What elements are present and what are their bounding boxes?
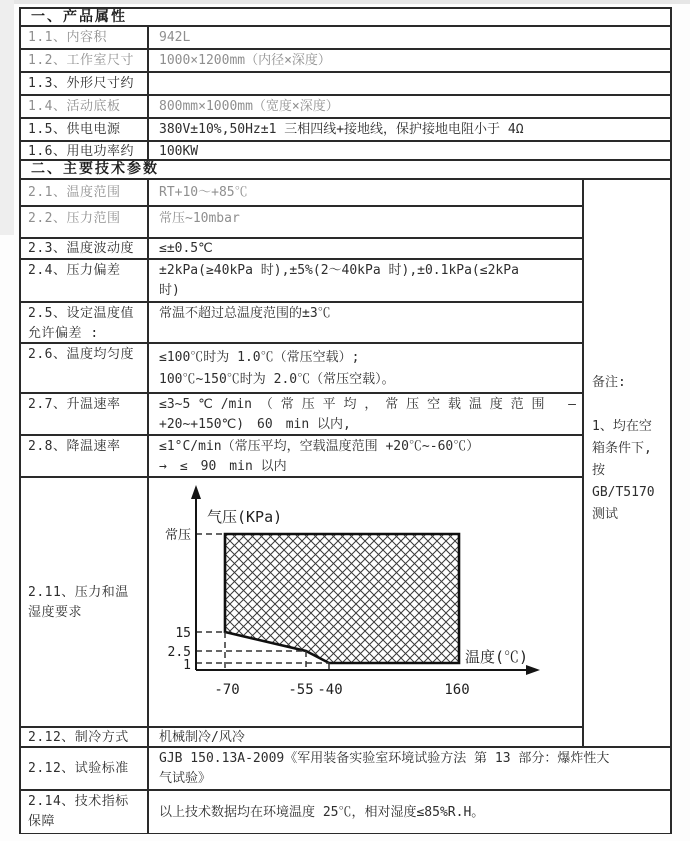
row-2-5 (21, 303, 670, 344)
row-label: 1.3、外形尺寸约 (21, 73, 149, 94)
row-label: 1.5、供电电源 (21, 119, 149, 140)
row-1-5 (21, 119, 670, 142)
value-line: → ≤ 90 min 以内 (159, 459, 287, 474)
row-value: ≤±0.5℃ (159, 241, 213, 256)
row-label: 1.2、工作室尺寸 (21, 50, 149, 71)
label-line: 允许偏差 : (28, 326, 99, 341)
value-line: 气试验》 (159, 771, 212, 786)
row-value: 常压~10mbar (159, 211, 240, 226)
y-tick-2-5: 2.5 (167, 645, 191, 660)
label-line: 2.11、压力和温 (28, 584, 129, 600)
y-tick-1: 1 (183, 658, 191, 673)
section1-title: 一、产品属性 (31, 9, 127, 25)
row-2-4 (21, 260, 670, 303)
row-value: 机械制冷/风冷 (159, 730, 245, 745)
row-2-7 (21, 394, 670, 436)
label-line: 保障 (28, 814, 56, 829)
label-line: 湿度要求 (28, 604, 83, 620)
section1-header-row (21, 9, 670, 27)
remark-line: 箱条件下, (592, 441, 652, 456)
remark-line: 备注: (592, 375, 626, 390)
x-tick-neg40: -40 (317, 682, 343, 698)
x-tick-neg70: -70 (214, 682, 240, 698)
row-label: 2.12、试验标准 (21, 748, 149, 789)
label-line: 2.5、设定温度值 (28, 306, 134, 321)
row-2-12-standard (21, 748, 670, 791)
row-1-4 (21, 96, 670, 119)
row-label (21, 791, 149, 833)
remark-line: 按 (592, 463, 606, 478)
row-label: 1.1、内容积 (21, 27, 149, 48)
y-tick-changya: 常压 (164, 528, 191, 543)
y-tick-15: 15 (175, 626, 191, 641)
row-1-1 (21, 27, 670, 50)
row-value (149, 748, 670, 789)
x-tick-160: 160 (444, 682, 470, 698)
value-line: GJB 150.13A-2009《军用装备实验室环境试验方法 第 13 部分：爆炸性大 (159, 751, 610, 766)
value-line: ±2kPa(≥40kPa 时),±5%(2～40kPa 时),±0.1kPa(≤2kPa (159, 263, 519, 278)
row-label: 2.8、降温速率 (21, 436, 149, 476)
pressure-temperature-chart (149, 478, 582, 724)
row-2-1 (21, 180, 670, 207)
label-line: 2.14、技术指标 (28, 794, 129, 809)
allowed-envelope-region (225, 534, 459, 663)
row-value: RT+10～+85℃ (159, 185, 248, 200)
row-label: 2.3、温度波动度 (21, 239, 149, 258)
row-label (21, 303, 149, 342)
remark-line: 测试 (592, 507, 619, 522)
row-value (149, 344, 582, 392)
row-label: 2.1、温度范围 (21, 180, 149, 205)
row-label (21, 478, 149, 726)
row-value (149, 394, 582, 434)
row-2-2 (21, 207, 670, 239)
row-1-6 (21, 142, 670, 161)
x-tick-neg55: -55 (288, 682, 314, 698)
remark-line: GB/T5170 (592, 485, 655, 500)
row-value-chart (149, 478, 582, 726)
x-axis-arrow-icon (526, 665, 540, 675)
row-value: 100KW (159, 144, 199, 159)
section2-header-row (21, 161, 670, 180)
row-label: 2.2、压力范围 (21, 207, 149, 237)
row-value: 以上技术数据均在环境温度 25℃，相对湿度≤85%R.H。 (159, 804, 485, 820)
page-edge-left (0, 0, 14, 235)
row-value: 800mm×1000mm（宽度×深度） (159, 99, 339, 114)
product-spec-table (19, 7, 672, 834)
row-value (149, 260, 582, 301)
row-value: 常温不超过总温度范围的±3℃ (159, 306, 331, 321)
row-value: 380V±10%,50Hz±1 三相四线+接地线，保护接地电阻小于 4Ω (159, 122, 524, 137)
row-2-8 (21, 436, 670, 478)
row-value (149, 73, 670, 94)
value-line: +20~+150℃) 60 min 以内, (159, 417, 351, 432)
value-line: ≤1°C/min（常压平均，空载温度范围 +20℃~-60℃） (159, 439, 480, 454)
row-value (149, 436, 582, 476)
row-2-12-cooling (21, 728, 670, 748)
x-axis-label: 温度(℃) (465, 648, 529, 666)
y-axis-label: 气压(KPa) (207, 508, 283, 526)
page-edge-top (0, 0, 690, 4)
row-value: 1000×1200mm（内径×深度） (159, 53, 331, 68)
value-line: 时) (159, 283, 180, 298)
row-1-3 (21, 73, 670, 96)
y-axis-arrow-icon (191, 485, 201, 499)
remark-line (592, 394, 667, 416)
row-2-14 (21, 791, 670, 833)
row-label: 1.6、用电功率约 (21, 142, 149, 159)
value-line: ≤100℃时为 1.0℃（常压空载）; (159, 350, 360, 365)
row-label: 2.4、压力偏差 (21, 260, 149, 301)
row-label: 2.12、制冷方式 (21, 728, 149, 746)
remark-column (582, 180, 670, 748)
row-label: 2.6、温度均匀度 (21, 344, 149, 392)
row-1-2 (21, 50, 670, 73)
remark-line: 1、均在空 (592, 419, 652, 434)
row-2-11 (21, 478, 670, 728)
row-2-6 (21, 344, 670, 394)
row-label: 2.7、升温速率 (21, 394, 149, 434)
row-value: 942L (159, 30, 191, 45)
value-line: ≤3~5℃/min（常压平均，常压空载温度范围 — (159, 397, 576, 412)
section2-title: 二、主要技术参数 (31, 161, 159, 177)
row-label: 1.4、活动底板 (21, 96, 149, 117)
row-2-3 (21, 239, 670, 260)
value-line: 100℃~150℃时为 2.0℃（常压空载）。 (159, 372, 395, 387)
